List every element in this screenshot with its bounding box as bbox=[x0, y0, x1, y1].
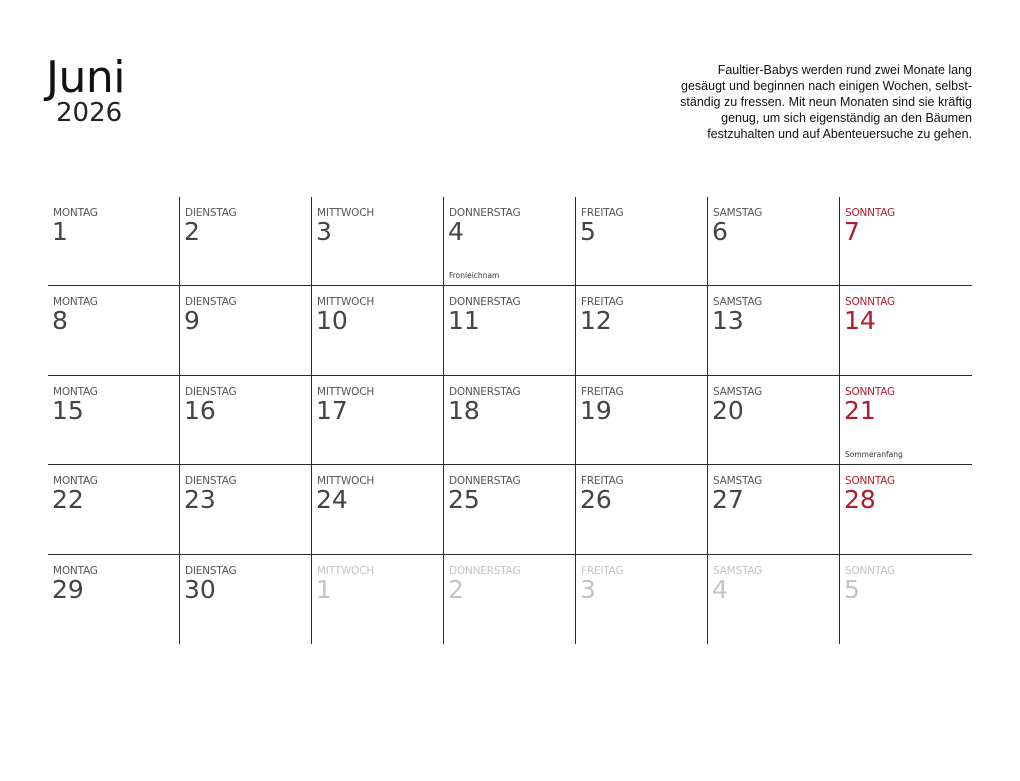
weekday-label: FREITAG bbox=[581, 207, 624, 219]
day-cell bbox=[312, 197, 444, 286]
weekday-label: MITTWOCH bbox=[317, 385, 375, 398]
weekday-label: MONTAG bbox=[53, 385, 98, 398]
weekday-label: SONNTAG bbox=[845, 385, 895, 398]
day-number: 5 bbox=[580, 217, 596, 246]
day-cell bbox=[48, 197, 180, 286]
day-number: 12 bbox=[580, 306, 612, 336]
day-cell bbox=[576, 197, 708, 286]
holiday-note: Sommeranfang bbox=[845, 450, 903, 460]
day-cell bbox=[48, 465, 180, 554]
day-cell bbox=[312, 555, 444, 644]
day-number: 21 bbox=[844, 395, 876, 425]
weekday-label: MITTWOCH bbox=[317, 296, 375, 309]
day-cell bbox=[708, 555, 840, 644]
day-cell bbox=[444, 465, 576, 554]
weekday-label: SONNTAG bbox=[845, 564, 895, 577]
weekday-label: DONNERSTAG bbox=[449, 207, 521, 219]
day-number: 4 bbox=[448, 217, 464, 246]
day-cell bbox=[48, 376, 180, 465]
day-cell bbox=[48, 555, 180, 644]
day-cell bbox=[444, 376, 576, 465]
weekday-label: MONTAG bbox=[53, 207, 98, 219]
weekday-label: MITTWOCH bbox=[317, 475, 375, 488]
day-number: 7 bbox=[844, 217, 860, 246]
day-cell bbox=[444, 197, 576, 286]
description-line: gesäugt und beginnen nach einigen Wochen, selbst- bbox=[681, 79, 972, 93]
day-cell bbox=[576, 555, 708, 644]
day-cell bbox=[180, 376, 312, 465]
day-cell bbox=[840, 555, 972, 644]
weekday-label: DONNERSTAG bbox=[449, 385, 521, 398]
weekday-label: SAMSTAG bbox=[713, 385, 763, 398]
day-number: 22 bbox=[52, 485, 84, 515]
day-cell bbox=[708, 465, 840, 554]
day-cell bbox=[576, 286, 708, 375]
day-number: 24 bbox=[316, 485, 348, 515]
day-cell bbox=[180, 286, 312, 375]
day-cell bbox=[444, 555, 576, 644]
day-number: 4 bbox=[712, 574, 728, 604]
weekday-label: MITTWOCH bbox=[317, 207, 375, 219]
day-cell bbox=[312, 465, 444, 554]
day-number: 2 bbox=[448, 574, 464, 604]
month-description bbox=[652, 62, 972, 142]
day-number: 17 bbox=[316, 395, 348, 425]
day-number: 3 bbox=[316, 217, 332, 246]
day-number: 5 bbox=[844, 574, 860, 604]
weekday-label: MONTAG bbox=[53, 475, 98, 488]
weekday-label: SAMSTAG bbox=[713, 475, 763, 488]
weekday-label: FREITAG bbox=[581, 475, 624, 488]
day-cell bbox=[840, 376, 972, 465]
weekday-label: MONTAG bbox=[53, 564, 98, 577]
weekday-label: SAMSTAG bbox=[713, 296, 763, 309]
day-number: 18 bbox=[448, 395, 480, 425]
weekday-label: DIENSTAG bbox=[185, 564, 237, 577]
day-number: 28 bbox=[844, 485, 876, 515]
calendar-grid bbox=[48, 197, 972, 644]
weekday-label: DIENSTAG bbox=[185, 385, 237, 398]
weekday-label: DIENSTAG bbox=[185, 475, 237, 488]
weekday-label: DIENSTAG bbox=[185, 296, 237, 309]
description-line: ständig zu fressen. Mit neun Monaten sind sie kräftig bbox=[680, 95, 972, 109]
day-number: 16 bbox=[184, 395, 216, 425]
weekday-label: MONTAG bbox=[53, 296, 98, 309]
day-number: 11 bbox=[448, 306, 480, 336]
weekday-label: DONNERSTAG bbox=[449, 296, 521, 309]
year-title: 2026 bbox=[56, 98, 123, 128]
weekday-label: DONNERSTAG bbox=[449, 475, 521, 488]
day-number: 15 bbox=[52, 395, 84, 425]
day-number: 2 bbox=[184, 217, 200, 246]
day-cell bbox=[48, 286, 180, 375]
day-number: 25 bbox=[448, 485, 480, 515]
description-line: festzuhalten und auf Abenteuersuche zu gehen. bbox=[707, 127, 972, 141]
day-cell bbox=[576, 465, 708, 554]
holiday-note: Fronleichnam bbox=[449, 271, 500, 281]
weekday-label: SONNTAG bbox=[845, 475, 895, 488]
day-cell bbox=[708, 376, 840, 465]
weekday-label: SAMSTAG bbox=[713, 207, 763, 219]
day-cell bbox=[840, 286, 972, 375]
day-cell bbox=[180, 555, 312, 644]
day-cell bbox=[312, 286, 444, 375]
day-number: 10 bbox=[316, 306, 348, 336]
weekday-label: MITTWOCH bbox=[317, 564, 375, 577]
day-number: 19 bbox=[580, 395, 612, 425]
day-number: 26 bbox=[580, 485, 612, 515]
month-title: Juni bbox=[46, 52, 125, 103]
weekday-label: FREITAG bbox=[581, 296, 624, 309]
day-number: 30 bbox=[184, 574, 216, 604]
day-number: 3 bbox=[580, 574, 596, 604]
weekday-label: FREITAG bbox=[581, 385, 624, 398]
day-number: 13 bbox=[712, 306, 744, 336]
weekday-label: FREITAG bbox=[581, 564, 624, 577]
day-number: 29 bbox=[52, 574, 84, 604]
day-number: 14 bbox=[844, 306, 876, 336]
day-cell bbox=[708, 286, 840, 375]
description-line: Faultier-Babys werden rund zwei Monate lang bbox=[717, 63, 972, 77]
day-cell bbox=[840, 197, 972, 286]
day-cell bbox=[444, 286, 576, 375]
day-cell bbox=[180, 465, 312, 554]
day-cell bbox=[840, 465, 972, 554]
weekday-label: DONNERSTAG bbox=[449, 564, 521, 577]
day-number: 1 bbox=[316, 574, 332, 604]
weekday-label: SONNTAG bbox=[845, 207, 895, 219]
day-cell bbox=[576, 376, 708, 465]
day-cell bbox=[180, 197, 312, 286]
day-number: 6 bbox=[712, 217, 728, 246]
day-number: 20 bbox=[712, 395, 744, 425]
weekday-label: DIENSTAG bbox=[185, 207, 237, 219]
day-cell bbox=[312, 376, 444, 465]
weekday-label: SAMSTAG bbox=[713, 564, 763, 577]
description-line: genug, um sich eigenständig an den Bäumen bbox=[721, 111, 972, 125]
weekday-label: SONNTAG bbox=[845, 296, 895, 309]
day-cell bbox=[708, 197, 840, 286]
day-number: 9 bbox=[184, 306, 200, 336]
day-number: 8 bbox=[52, 306, 68, 336]
day-number: 23 bbox=[184, 485, 216, 515]
day-number: 27 bbox=[712, 485, 744, 515]
day-number: 1 bbox=[52, 217, 68, 246]
